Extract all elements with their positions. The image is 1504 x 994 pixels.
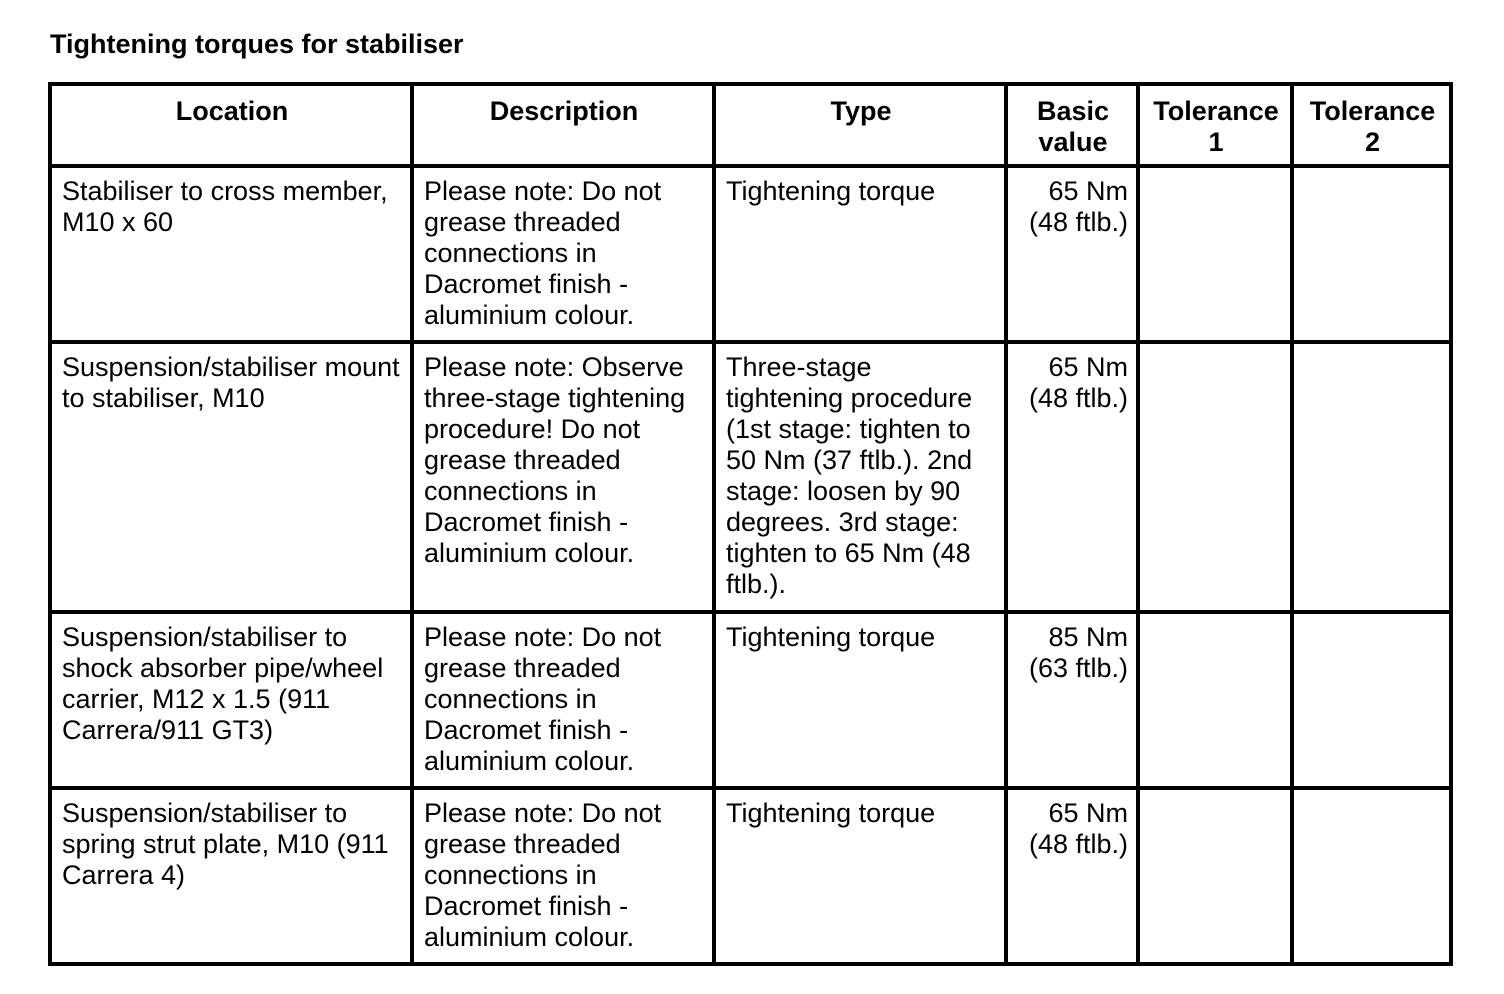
cell-type: Tightening torque — [714, 788, 1006, 964]
cell-description: Please note: Do not grease threaded connections in Dacromet finish - aluminium colour. — [412, 612, 714, 788]
cell-basic-value: 65 Nm (48 ftlb.) — [1006, 342, 1138, 612]
header-type: Type — [714, 84, 1006, 166]
cell-tolerance-2 — [1292, 788, 1451, 964]
cell-location: Suspension/stabiliser mount to stabiliser, M10 — [50, 342, 412, 612]
cell-location: Stabiliser to cross member, M10 x 60 — [50, 166, 412, 342]
table-row — [50, 612, 1451, 788]
header-tolerance-2: Tolerance 2 — [1292, 84, 1451, 166]
cell-type: Tightening torque — [714, 166, 1006, 342]
cell-location: Suspension/stabiliser to spring strut plate, M10 (911 Carrera 4) — [50, 788, 412, 964]
table-row — [50, 166, 1451, 342]
header-description: Description — [412, 84, 714, 166]
cell-location: Suspension/stabiliser to shock absorber pipe/wheel carrier, M12 x 1.5 (911 Carrera/911 GT3) — [50, 612, 412, 788]
header-basic-value: Basic value — [1006, 84, 1138, 166]
cell-tolerance-1 — [1138, 342, 1292, 612]
cell-description: Please note: Observe three-stage tightening procedure! Do not grease threaded connections in Dacromet finish - aluminium colour. — [412, 342, 714, 612]
cell-basic-value: 65 Nm (48 ftlb.) — [1006, 788, 1138, 964]
cell-basic-value: 85 Nm (63 ftlb.) — [1006, 612, 1138, 788]
table-row — [50, 788, 1451, 964]
cell-basic-value: 65 Nm (48 ftlb.) — [1006, 166, 1138, 342]
cell-tolerance-2 — [1292, 612, 1451, 788]
cell-description: Please note: Do not grease threaded connections in Dacromet finish - aluminium colour. — [412, 166, 714, 342]
page-title: Tightening torques for stabiliser — [50, 29, 464, 59]
cell-tolerance-2 — [1292, 342, 1451, 612]
cell-description: Please note: Do not grease threaded connections in Dacromet finish - aluminium colour. — [412, 788, 714, 964]
table-header-row — [50, 84, 1451, 166]
cell-type: Tightening torque — [714, 612, 1006, 788]
cell-tolerance-1 — [1138, 166, 1292, 342]
torque-table — [48, 82, 1453, 966]
table-row — [50, 342, 1451, 612]
header-tolerance-1: Tolerance 1 — [1138, 84, 1292, 166]
cell-type: Three-stage tightening procedure (1st stage: tighten to 50 Nm (37 ftlb.). 2nd stage: loosen by 90 degrees. 3rd stage: tighten to 65 Nm (48 ftlb.). — [714, 342, 1006, 612]
cell-tolerance-1 — [1138, 612, 1292, 788]
cell-tolerance-1 — [1138, 788, 1292, 964]
header-location: Location — [50, 84, 412, 166]
cell-tolerance-2 — [1292, 166, 1451, 342]
